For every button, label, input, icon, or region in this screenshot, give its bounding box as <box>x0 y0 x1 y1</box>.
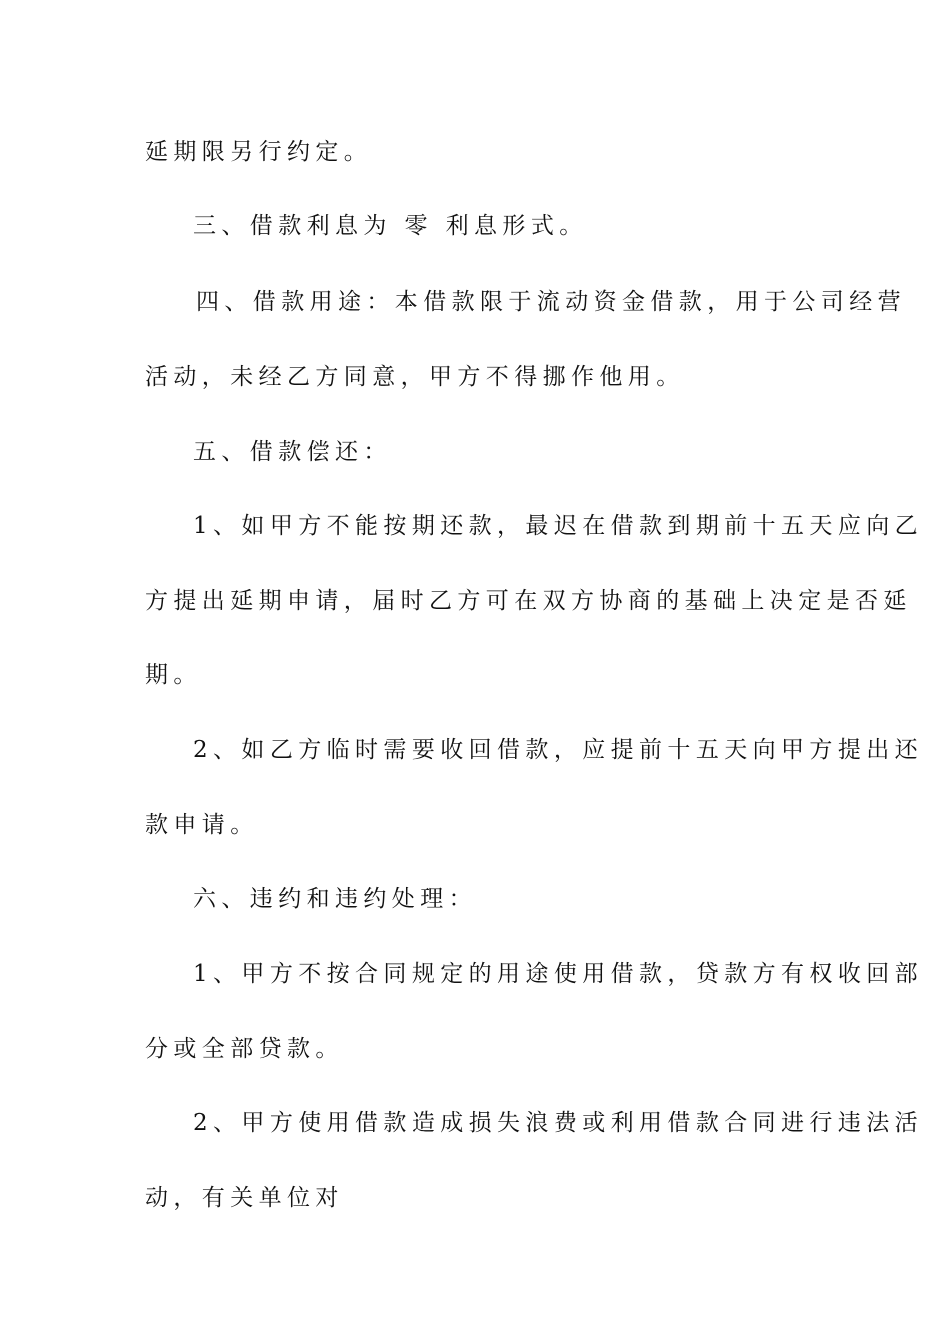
text-line: 分或全部贷款。 <box>145 1036 344 1062</box>
text-line: 动，有关单位对 <box>145 1185 344 1211</box>
text-line: 1、如甲方不能按期还款，最迟在借款到期前十五天应向乙 <box>193 513 924 539</box>
text-line: 四、借款用途：本借款限于流动资金借款，用于公司经营 <box>196 289 906 315</box>
text-line: 延期限另行约定。 <box>145 139 373 165</box>
text-line: 三、借款利息为 零 利息形式。 <box>193 213 588 239</box>
text-line: 2、如乙方临时需要收回借款，应提前十五天向甲方提出还 <box>193 737 924 763</box>
text-line: 五、借款偿还： <box>193 439 392 465</box>
text-line: 方提出延期申请，届时乙方可在双方协商的基础上决定是否延 <box>145 588 912 614</box>
text-line: 六、违约和违约处理： <box>193 886 477 912</box>
text-line: 2、甲方使用借款造成损失浪费或利用借款合同进行违法活 <box>193 1110 924 1136</box>
text-line: 期。 <box>145 662 202 688</box>
text-line: 款申请。 <box>145 812 259 838</box>
text-line: 活动，未经乙方同意，甲方不得挪作他用。 <box>145 364 685 390</box>
text-line: 1、甲方不按合同规定的用途使用借款，贷款方有权收回部 <box>193 961 924 987</box>
